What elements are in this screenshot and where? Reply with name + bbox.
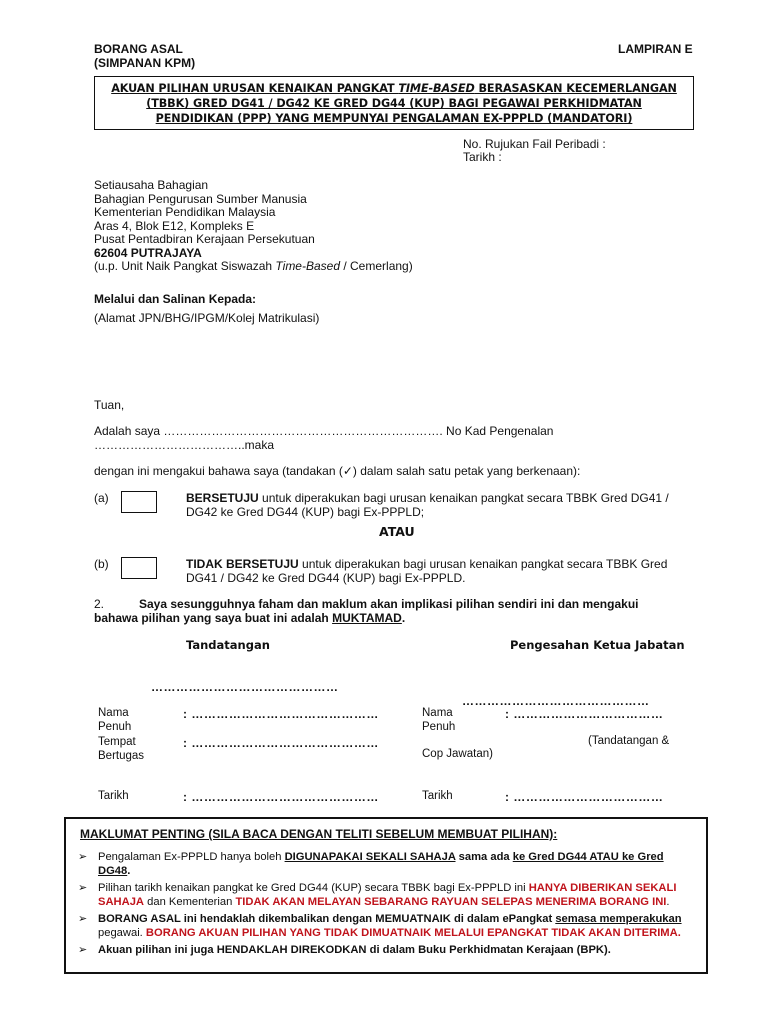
hod-signature-line[interactable]: ……………………………………… <box>462 694 650 708</box>
date-field-left[interactable]: : ……………………………………… <box>183 790 379 804</box>
option-b-label: (b) <box>94 557 109 571</box>
workplace-field[interactable]: : ……………………………………… <box>183 736 379 750</box>
form-title <box>95 81 693 126</box>
full-name-field[interactable]: : ……………………………………… <box>183 707 379 721</box>
hod-name-label <box>422 706 455 734</box>
option-b-text2: DG41 / DG42 ke Gred DG44 (KUP) bagi Ex-PPPLD. <box>186 571 466 585</box>
title-line1-a: AKUAN PILIHAN URUSAN KENAIKAN PANGKAT <box>111 82 399 95</box>
date-label-right: Tarikh <box>422 790 453 802</box>
recipient-address <box>94 179 413 274</box>
declaration-line2: ………………………………..maka <box>94 438 275 452</box>
notice-item <box>78 882 696 909</box>
title-line1-b: BERASASKAN KECEMERLANGAN <box>474 82 677 95</box>
declaration-line1: Adalah saya ……………………………………………………………. No Kad Pengenalan <box>94 424 554 438</box>
notice-3-a: BORANG ASAL ini hendaklah dikembalikan dengan MEMUATNAIK di dalam ePangkat <box>98 913 556 925</box>
notice-1-c: sama ada <box>455 851 513 863</box>
notice-3-d: BORANG AKUAN PILIHAN YANG TIDAK DIMUATNAIK MELALUI EPANGKAT TIDAK AKAN DITERIMA <box>145 926 678 939</box>
full-name-label <box>98 706 131 734</box>
statement-line2-a: bahawa pilihan yang saya buat ini adalah <box>94 611 333 625</box>
date-label-top: Tarikh : <box>463 150 502 164</box>
date-label-left: Tarikh <box>98 790 129 802</box>
file-reference-label: No. Rujukan Fail Peribadi : <box>463 137 606 151</box>
attention-b: / Cemerlang) <box>340 259 413 273</box>
form-copy-label <box>94 42 195 70</box>
statement-number: 2. <box>94 597 105 611</box>
address-line: Bahagian Pengurusan Sumber Manusia <box>94 191 307 206</box>
original-form-label: BORANG ASAL <box>94 42 183 56</box>
notice-3-c: pegawai. <box>98 926 146 939</box>
notice-1-d: ke Gred DG44 ATAU ke Gred DG48 <box>98 851 664 877</box>
option-b-checkbox[interactable] <box>121 557 157 579</box>
notice-item <box>78 944 696 958</box>
option-b-text1: untuk diperakukan bagi urusan kenaikan pangkat secara TBBK Gred <box>298 557 668 571</box>
notice-item <box>78 851 696 878</box>
notice-2-c: dan Kementerian <box>144 895 236 908</box>
notice-3-b: semasa memperakukan <box>555 913 682 925</box>
attention-a: (u.p. Unit Naik Pangkat Siswazah <box>94 259 276 273</box>
notice-2-a: Pilihan tarikh kenaikan pangkat ke Gred DG44 (KUP) secara TBBK bagi Ex-PPPLD ini <box>98 882 529 894</box>
workplace-label-1: Tempat <box>98 736 136 748</box>
statement-line1: Saya sesungguhnya faham dan maklum akan implikasi pilihan sendiri ini dan mengakui <box>139 597 639 611</box>
hod-name-label-2: Penuh <box>422 721 456 733</box>
attention-italic: Time-Based <box>275 259 341 273</box>
statement-line2 <box>94 611 714 625</box>
signature-line[interactable]: ……………………………………… <box>151 680 339 694</box>
notice-2-b: HANYA DIBERIKAN SEKALI SAHAJA <box>98 882 677 908</box>
acknowledge-text: dengan ini mengakui bahawa saya (tandakan (✓) dalam salah satu petak yang berkenaan): <box>94 464 581 478</box>
hod-name-field[interactable]: : ……………………………… <box>505 707 664 721</box>
option-a-label: (a) <box>94 491 109 505</box>
option-a-text1: untuk diperakukan bagi urusan kenaikan pangkat secara TBBK Gred DG41 / <box>258 491 669 505</box>
notice-item <box>78 913 696 940</box>
disagree-bold: TIDAK BERSETUJU <box>186 557 299 571</box>
address-line: Aras 4, Blok E12, Kompleks E <box>94 218 255 233</box>
notice-2-d: TIDAK AKAN MELAYAN SEBARANG RAYUAN SELEPAS MENERIMA BORANG INI <box>235 895 667 908</box>
notice-1-e: . <box>127 864 131 877</box>
full-name-label-2: Penuh <box>98 721 132 733</box>
workplace-label-2: Bertugas <box>98 750 145 762</box>
option-a-text <box>186 491 706 519</box>
option-a-text2: DG42 ke Gred DG44 (KUP) bagi Ex-PPPLD; <box>186 505 425 519</box>
notice-list <box>78 851 696 962</box>
title-line2: (TBBK) GRED DG41 / DG42 KE GRED DG44 (KUP) BAGI PEGAWAI PERKHIDMATAN <box>146 97 642 110</box>
title-line1-italic: TIME-BASED <box>398 82 475 95</box>
address-line: Kementerian Pendidikan Malaysia <box>94 205 276 219</box>
date-field-right[interactable]: : ……………………………… <box>505 790 664 804</box>
address-postcode: 62604 PUTRAJAYA <box>94 245 202 260</box>
notice-2-e: . <box>666 895 670 908</box>
notice-title: MAKLUMAT PENTING (SILA BACA DENGAN TELITI SEBELUM MEMBUAT PILIHAN): <box>80 827 558 841</box>
notice-4: Akuan pilihan ini juga HENDAKLAH DIREKODKAN di dalam Buku Perkhidmatan Kerajaan (BPK). <box>98 944 611 956</box>
via-address: (Alamat JPN/BHG/IPGM/Kolej Matrikulasi) <box>94 311 320 325</box>
option-b-text <box>186 557 706 585</box>
notice-3-e: . <box>677 926 681 939</box>
form-title-box <box>94 76 694 130</box>
workplace-label <box>98 735 144 763</box>
arrow-bullet-icon: ➢ <box>78 944 88 956</box>
address-attention <box>94 260 413 274</box>
important-notice-box <box>64 817 708 974</box>
arrow-bullet-icon: ➢ <box>78 851 88 863</box>
kpm-copy-label: (SIMPANAN KPM) <box>94 56 196 70</box>
full-name-label-1: Nama <box>98 707 129 719</box>
stamp-label-2: Cop Jawatan) <box>422 748 493 760</box>
statement-line2-b: . <box>401 611 406 625</box>
statement-text <box>94 597 714 625</box>
address-line: Setiausaha Bahagian <box>94 178 209 192</box>
stamp-label-1: (Tandatangan & <box>588 735 670 747</box>
salutation: Tuan, <box>94 398 125 412</box>
title-line3: PENDIDIKAN (PPP) YANG MEMPUNYAI PENGALAMAN EX-PPPLD (MANDATORI) <box>155 112 633 125</box>
arrow-bullet-icon: ➢ <box>78 882 88 894</box>
signature-heading: Tandatangan <box>186 638 270 652</box>
via-label: Melalui dan Salinan Kepada: <box>94 292 257 306</box>
appendix-label: LAMPIRAN E <box>618 42 693 56</box>
notice-1-b: DIGUNAPAKAI SEKALI SAHAJA <box>284 851 456 863</box>
hod-name-label-1: Nama <box>422 707 453 719</box>
address-line: Pusat Pentadbiran Kerajaan Persekutuan <box>94 232 315 246</box>
agree-bold: BERSETUJU <box>186 491 259 505</box>
final-word: MUKTAMAD <box>332 611 402 625</box>
hod-verification-heading: Pengesahan Ketua Jabatan <box>510 638 685 652</box>
notice-1-a: Pengalaman Ex-PPPLD hanya boleh <box>98 851 285 863</box>
or-label: ATAU <box>379 524 415 539</box>
arrow-bullet-icon: ➢ <box>78 913 88 925</box>
option-a-checkbox[interactable] <box>121 491 157 513</box>
